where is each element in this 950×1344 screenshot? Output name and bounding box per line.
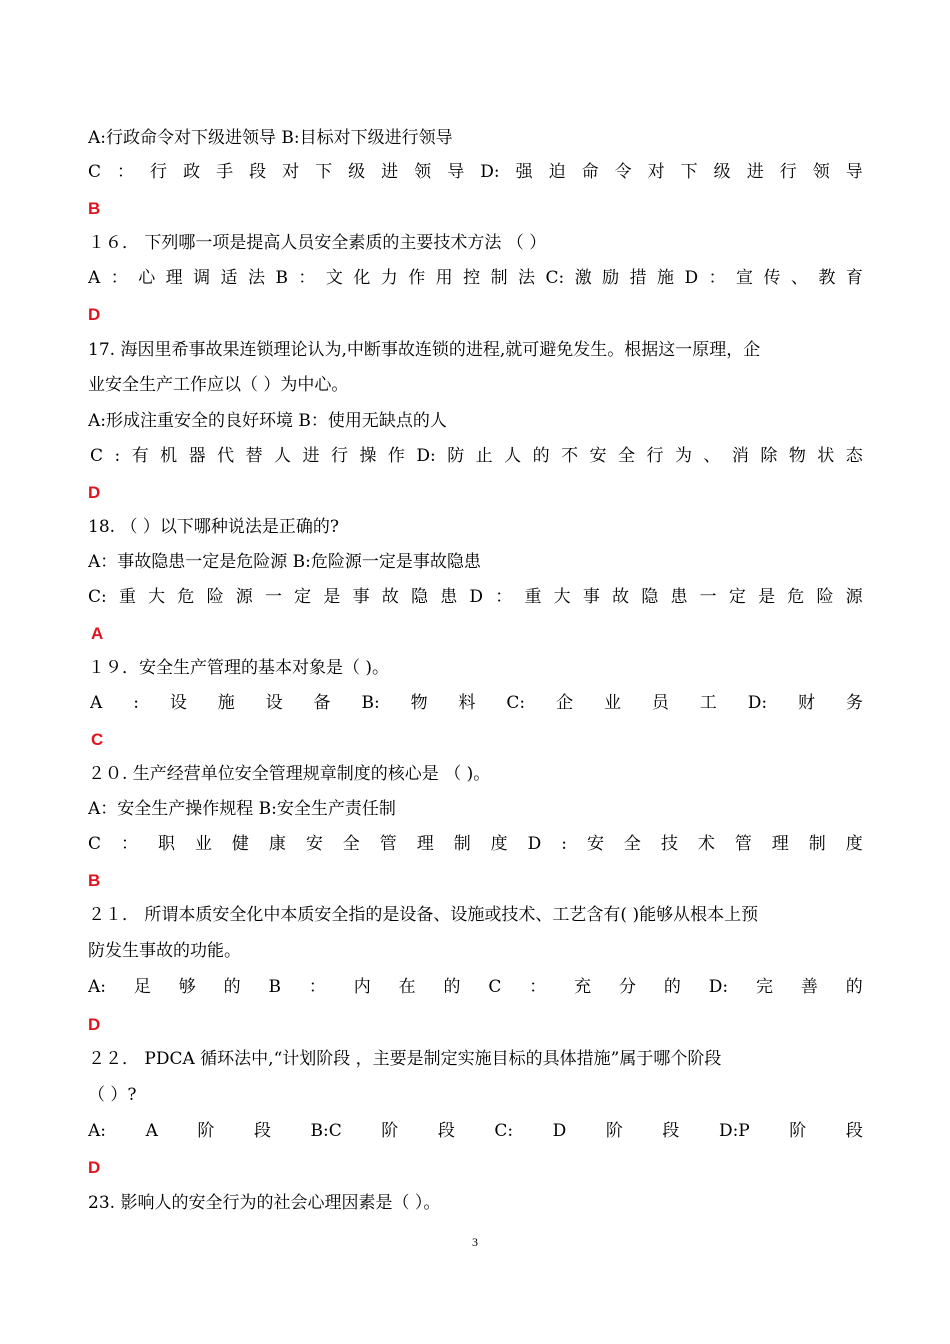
q17-opt-cd-token: 行 — [330, 446, 348, 466]
q23-question: 23. 影响人的安全行为的社会心理因素是（ ）。 — [88, 1193, 441, 1213]
q18-opt-cd-token: 隐 — [410, 587, 428, 607]
q19-options-token: 员 — [651, 693, 669, 713]
q22-question-2: （ ）? — [88, 1085, 137, 1105]
q18-opt-cd-token: 险 — [206, 587, 224, 607]
q16-options-token: 法 — [248, 268, 265, 288]
q20-opt-cd-token: 技 — [660, 834, 678, 854]
q22-question-1: ２２． PDCA 循环法中,“计划阶段 ，主要是制定实施目标的具体措施”属于哪个阶段 — [88, 1049, 722, 1069]
q15-opt-cd-token: 手 — [216, 162, 234, 182]
q17-opt-cd-token: 机 — [160, 446, 178, 466]
q19-options-token: A — [90, 693, 103, 713]
q17-opt-cd-token: 进 — [302, 446, 320, 466]
q17-opt-cd-token: 代 — [217, 446, 235, 466]
q22-answer: D — [88, 1158, 101, 1177]
q21-options-token: ： — [529, 977, 547, 997]
q18-opt-cd-token: 重 — [524, 587, 542, 607]
q18-opt-cd-token: 定 — [294, 587, 312, 607]
q18-opt-cd-token: 源 — [235, 587, 253, 607]
q21-options — [88, 974, 863, 1000]
q18-opt-cd-token: 事 — [582, 587, 600, 607]
q19-options-token: 财 — [797, 693, 815, 713]
q17-opt-cd-token: C — [90, 446, 104, 466]
q19-options-token: 施 — [217, 693, 235, 713]
q16-options-token: 理 — [165, 268, 183, 288]
q17-opt-cd-token: 器 — [188, 446, 206, 466]
q18-opt-cd-token: 重 — [118, 587, 136, 607]
q20-opt-cd-token: 全 — [342, 834, 360, 854]
q21-question-2: 防发生事故的功能。 — [88, 941, 241, 961]
q16-options-token: A — [88, 268, 101, 288]
q21-options-token: 内 — [353, 977, 371, 997]
q20-opt-cd-token: 理 — [416, 834, 434, 854]
q18-opt-cd-token: 危 — [787, 587, 805, 607]
q16-options-token: 法 — [518, 268, 536, 288]
q21-options-token: 的 — [663, 977, 681, 997]
q21-options-token: 的 — [443, 977, 461, 997]
q19-options-token: 物 — [410, 693, 428, 713]
q18-opt-cd-token: D — [469, 587, 484, 607]
q20-opt-cd-token: 职 — [157, 834, 175, 854]
q15-opt-cd-token: 领 — [414, 162, 432, 182]
q22-options-token: 段 — [662, 1121, 680, 1141]
q19-options-token: 务 — [845, 693, 863, 713]
q15-opt-cd-token: 级 — [713, 162, 731, 182]
q15-answer: B — [88, 199, 101, 218]
q22-options-token: 阶 — [605, 1121, 623, 1141]
q17-opt-cd-token: 行 — [646, 446, 664, 466]
q18-opt-cd-token: 危 — [177, 587, 195, 607]
q17-opt-cd-token: 状 — [817, 446, 835, 466]
q21-options-token: 在 — [398, 977, 416, 997]
q16-options-token: 用 — [435, 268, 453, 288]
q19-options-token: C: — [506, 693, 526, 713]
q17-opt-cd-token: 态 — [845, 446, 863, 466]
q18-opt-cd-token: C: — [88, 587, 107, 607]
q21-answer: D — [88, 1015, 101, 1034]
q20-opt-cd-token: 管 — [379, 834, 397, 854]
q16-answer: D — [88, 305, 101, 324]
q22-options-token: C: — [494, 1121, 514, 1141]
q17-opt-cd-token: 替 — [245, 446, 263, 466]
q20-opt-cd — [88, 831, 863, 857]
q22-options-token: A — [145, 1121, 158, 1141]
q18-opt-cd-token: 患 — [440, 587, 458, 607]
q22-options-token: 阶 — [197, 1121, 215, 1141]
q20-opt-cd-token: 管 — [734, 834, 752, 854]
q19-options-token: 料 — [458, 693, 476, 713]
q22-options-token: A: — [88, 1121, 107, 1141]
q20-opt-cd-token: D — [527, 834, 542, 854]
q16-options-token: 施 — [657, 268, 675, 288]
q21-options-token: ： — [308, 977, 326, 997]
q17-opt-cd-token: 除 — [760, 446, 778, 466]
q22-options-token: 阶 — [381, 1121, 399, 1141]
q18-opt-cd-token: 源 — [845, 587, 863, 607]
q17-opt-cd-token: 为 — [674, 446, 692, 466]
q16-options-token: ： — [708, 268, 726, 288]
q17-opt-cd-token: 、 — [703, 446, 721, 466]
q22-options-token: 段 — [845, 1121, 863, 1141]
q18-opt-cd-token: 大 — [553, 587, 571, 607]
q22-options-token: 段 — [253, 1121, 271, 1141]
q20-answer: B — [88, 871, 101, 890]
q19-options — [90, 690, 863, 716]
q16-options-token: 力 — [380, 268, 398, 288]
q21-options-token: 足 — [133, 977, 151, 997]
q20-opt-cd-token: 术 — [697, 834, 715, 854]
q17-opt-cd-token: : — [114, 446, 121, 466]
q17-opt-cd-token: 全 — [618, 446, 636, 466]
q16-options-token: 、 — [790, 268, 808, 288]
q15-opt-cd — [88, 159, 863, 185]
q19-options-token: 设 — [265, 693, 283, 713]
q16-options-token: 制 — [490, 268, 508, 288]
q21-options-token: 分 — [619, 977, 637, 997]
q17-opt-cd-token: 止 — [475, 446, 493, 466]
q15-opt-cd-token: 导 — [845, 162, 863, 182]
q19-options-token: 设 — [169, 693, 187, 713]
q18-opt-cd-token: 险 — [816, 587, 834, 607]
q19-options-token: 备 — [313, 693, 331, 713]
q21-options-token: C — [488, 977, 502, 997]
q15-opt-cd-token: 级 — [348, 162, 366, 182]
q18-opt-cd-token: 一 — [264, 587, 282, 607]
q18-opt-cd-token: 是 — [758, 587, 776, 607]
page-number: 3 — [472, 1235, 478, 1249]
q20-opt-cd-token: 业 — [194, 834, 212, 854]
q20-opt-cd-token: 制 — [808, 834, 826, 854]
q15-opt-cd-token: 行 — [779, 162, 797, 182]
q18-opt-ab: A：事故隐患一定是危险源 B:危险源一定是事故隐患 — [88, 552, 481, 572]
q17-opt-cd-token: 的 — [532, 446, 550, 466]
q20-opt-cd-token: 度 — [490, 834, 508, 854]
q20-opt-cd-token: 安 — [586, 834, 604, 854]
q22-options-token: B:C — [310, 1121, 342, 1141]
q22-options-token: D:P — [718, 1121, 750, 1141]
q20-opt-cd-token: 康 — [268, 834, 286, 854]
q18-opt-cd-token: 故 — [612, 587, 630, 607]
q17-opt-cd-token: 操 — [359, 446, 377, 466]
q16-options-token: 调 — [193, 268, 211, 288]
q17-question-1: 17. 海因里希事故果连锁理论认为,中断事故连锁的进程,就可避免发生。根据这一原理，企 — [88, 340, 761, 360]
q17-opt-cd-token: 人 — [274, 446, 292, 466]
q20-opt-cd-token: 制 — [453, 834, 471, 854]
q16-options-token: 措 — [629, 268, 647, 288]
q18-opt-cd-token: 大 — [148, 587, 166, 607]
q16-options-token: B — [275, 268, 288, 288]
q16-options-token: 控 — [463, 268, 481, 288]
q21-question-1: ２１． 所谓本质安全化中本质安全指的是设备、设施或技术、工艺含有( )能够从根本上预 — [88, 905, 759, 925]
q15-opt-cd-token: 进 — [381, 162, 399, 182]
q21-options-token: A: — [88, 977, 107, 997]
q18-opt-cd-token: 是 — [323, 587, 341, 607]
q20-opt-cd-token: 理 — [771, 834, 789, 854]
q21-options-token: 的 — [845, 977, 863, 997]
q18-opt-cd — [88, 584, 863, 610]
q15-opt-ab: A:行政命令对下级进领导 B:目标对下级进行领导 — [88, 128, 453, 148]
q19-answer: C — [91, 730, 104, 749]
q18-opt-cd-token: 事 — [352, 587, 370, 607]
q16-options-token: ： — [110, 268, 128, 288]
q20-question: ２０. 生产经营单位安全管理规章制度的核心是 （ )。 — [88, 764, 491, 784]
q21-options-token: 善 — [800, 977, 818, 997]
q17-opt-cd-token: 安 — [589, 446, 607, 466]
q19-options-token: D: — [747, 693, 768, 713]
q17-opt-cd-token: 物 — [788, 446, 806, 466]
q18-question: 18. （ ）以下哪种说法是正确的? — [88, 517, 339, 537]
q17-opt-cd — [90, 443, 863, 469]
q15-opt-cd-token: 政 — [183, 162, 201, 182]
q18-opt-cd-token: 隐 — [641, 587, 659, 607]
q21-options-token: D: — [708, 977, 729, 997]
q19-options-token: 工 — [699, 693, 717, 713]
q17-question-2: 业安全生产工作应以（ ）为中心。 — [88, 375, 349, 395]
q19-options-token: B: — [361, 693, 380, 713]
q15-opt-cd-token: D: — [480, 162, 500, 182]
q21-options-token: B — [268, 977, 282, 997]
q16-options-token: 教 — [818, 268, 836, 288]
q17-opt-cd-token: 人 — [504, 446, 522, 466]
q22-options — [88, 1118, 863, 1144]
q22-options-token: 阶 — [789, 1121, 807, 1141]
q15-opt-cd-token: 迫 — [548, 162, 566, 182]
q15-opt-cd-token: 令 — [614, 162, 632, 182]
q20-opt-ab: A：安全生产操作规程 B:安全生产责任制 — [88, 799, 396, 819]
q16-options-token: 传 — [763, 268, 781, 288]
q20-opt-cd-token: 健 — [231, 834, 249, 854]
q20-opt-cd-token: ： — [120, 834, 138, 854]
q15-opt-cd-token: 领 — [812, 162, 830, 182]
q18-opt-cd-token: 患 — [670, 587, 688, 607]
q19-options-token: 业 — [603, 693, 621, 713]
q16-options-token: 作 — [408, 268, 426, 288]
q15-opt-cd-token: 段 — [249, 162, 267, 182]
q20-opt-cd-token: 全 — [623, 834, 641, 854]
q16-options-token: D — [684, 268, 699, 288]
q15-opt-cd-token: 对 — [647, 162, 665, 182]
q19-options-token: : — [133, 693, 139, 713]
q15-opt-cd-token: 进 — [746, 162, 764, 182]
q20-opt-cd-token: C — [88, 834, 102, 854]
q16-options-token: C: — [545, 268, 565, 288]
q16-options-token: 文 — [325, 268, 343, 288]
q18-opt-cd-token: 一 — [699, 587, 717, 607]
q15-opt-cd-token: 下 — [680, 162, 698, 182]
q17-opt-cd-token: D: — [416, 446, 436, 466]
q17-opt-cd-token: 防 — [447, 446, 465, 466]
q18-opt-cd-token: ： — [495, 587, 513, 607]
q17-opt-ab: A:形成注重安全的良好环境 B：使用无缺点的人 — [88, 411, 447, 431]
q22-options-token: 段 — [437, 1121, 455, 1141]
q16-options-token: 心 — [138, 268, 156, 288]
q15-opt-cd-token: 下 — [315, 162, 333, 182]
q16-options-token: 育 — [845, 268, 863, 288]
q16-options — [88, 265, 863, 291]
q18-opt-cd-token: 故 — [381, 587, 399, 607]
q15-opt-cd-token: 对 — [282, 162, 300, 182]
q20-opt-cd-token: : — [561, 834, 567, 854]
q17-opt-cd-token: 消 — [731, 446, 749, 466]
q16-options-token: 宣 — [736, 268, 754, 288]
q16-options-token: ： — [298, 268, 316, 288]
q20-opt-cd-token: 安 — [305, 834, 323, 854]
q15-opt-cd-token: 行 — [150, 162, 168, 182]
q16-options-token: 激 — [574, 268, 592, 288]
q21-options-token: 充 — [574, 977, 592, 997]
q17-opt-cd-token: 不 — [561, 446, 579, 466]
q16-options-token: 励 — [602, 268, 620, 288]
q15-opt-cd-token: C — [88, 162, 102, 182]
q20-opt-cd-token: 度 — [845, 834, 863, 854]
q15-opt-cd-token: 命 — [581, 162, 599, 182]
q19-question: １９．安全生产管理的基本对象是（ )。 — [88, 658, 390, 678]
q21-options-token: 的 — [223, 977, 241, 997]
q17-opt-cd-token: 作 — [387, 446, 405, 466]
q15-opt-cd-token: 强 — [515, 162, 533, 182]
q22-options-token: D — [552, 1121, 567, 1141]
q18-opt-cd-token: 定 — [728, 587, 746, 607]
q19-options-token: 企 — [556, 693, 574, 713]
q17-answer: D — [88, 483, 101, 502]
q16-options-token: 化 — [353, 268, 371, 288]
q16-question: １６． 下列哪一项是提高人员安全素质的主要技术方法 （ ） — [88, 233, 547, 253]
q21-options-token: 完 — [756, 977, 774, 997]
q15-opt-cd-token: 导 — [447, 162, 465, 182]
q16-options-token: 适 — [220, 268, 238, 288]
q18-answer: A — [91, 624, 104, 643]
q17-opt-cd-token: 有 — [131, 446, 149, 466]
q15-opt-cd-token: ： — [117, 162, 135, 182]
q21-options-token: 够 — [178, 977, 196, 997]
